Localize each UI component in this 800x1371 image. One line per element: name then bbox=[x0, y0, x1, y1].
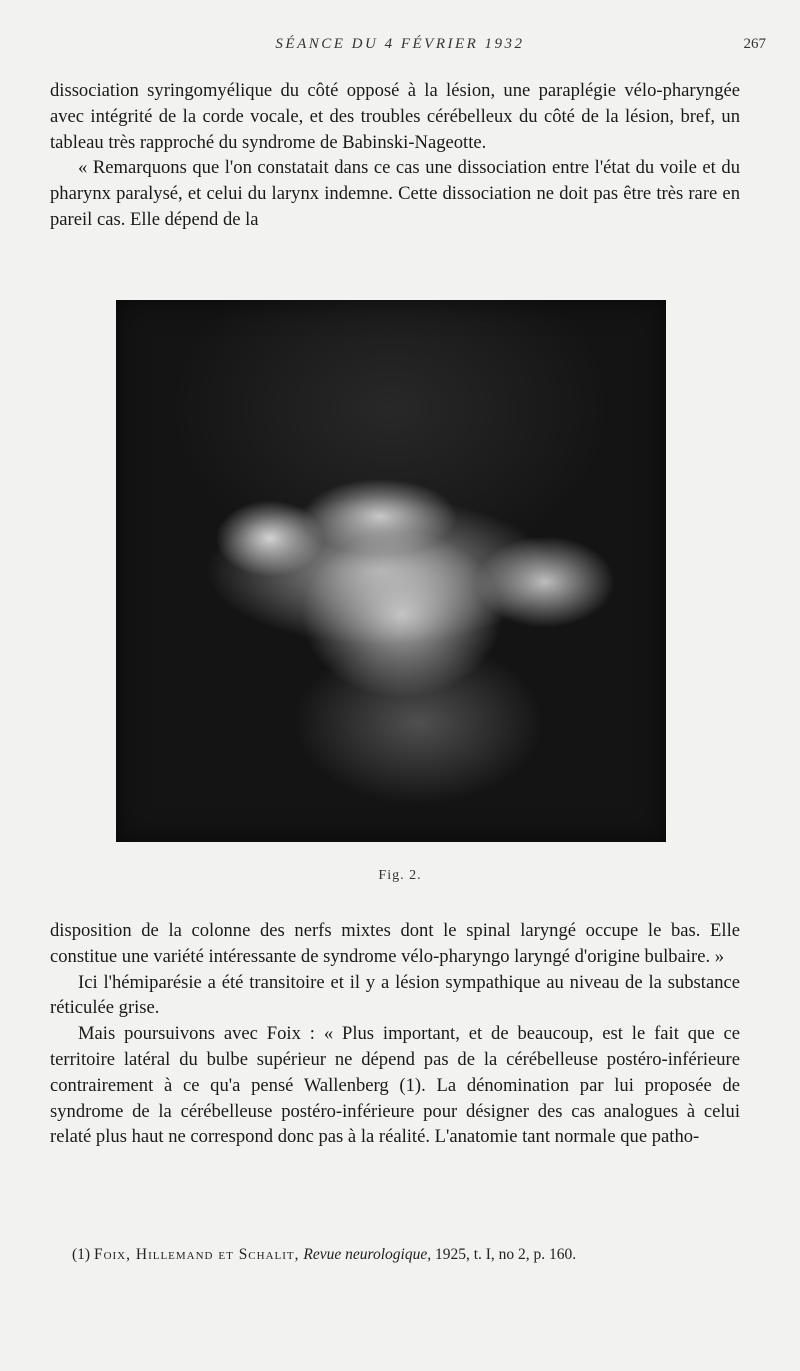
paragraph: « Remarquons que l'on constatait dans ce cas une dissociation entre l'état du voile et du pharynx paralysé, et celui du larynx indemne. Cette dissociation ne doit pas être très rare en pareil cas. Elle dépend de la bbox=[50, 157, 740, 230]
paragraph: Mais poursuivons avec Foix : « Plus important, et de beaucoup, est le fait que ce territoire latéral du bulbe supérieur ne dépend pas de la cérébelleuse postéro-inférieure contrairement à ce qu'a pensé Wallenberg (1). La dénomination par lui proposée de syndrome de la cérébelleuse postéro-inférieure pour désigner des cas analogues à celui relaté plus haut ne correspond donc pas à la réalité. L'anatomie tant normale que patho- bbox=[50, 1023, 740, 1148]
figure-caption: Fig. 2. bbox=[378, 868, 422, 883]
running-head-title: SÉANCE DU 4 FÉVRIER 1932 bbox=[275, 36, 525, 52]
paragraph: disposition de la colonne des nerfs mixtes dont le spinal laryngé occupe le bas. Elle constitue une variété intéressante de syndrome vélo-pharyngo laryngé d'origine bulbaire. » bbox=[50, 920, 740, 967]
footnote-authors: Foix, Hillemand et Schalit, bbox=[93, 1246, 300, 1263]
footnote-journal: Revue neurologique, bbox=[303, 1246, 432, 1263]
text-block-bottom bbox=[50, 918, 740, 1150]
paragraph: Ici l'hémiparésie a été transitoire et il y a lésion sympathique au niveau de la substance réticulée grise. bbox=[50, 971, 740, 1019]
footnote-details: 1925, t. I, no 2, p. 160. bbox=[434, 1246, 577, 1263]
paragraph: dissociation syringomyélique du côté opposé à la lésion, une paraplégie vélo-pharyngée avec intégrité de la corde vocale, et des troubles cérébelleux du côté de la lésion, bref, un tableau très rapproché du syndrome de Babinski-Nageotte. bbox=[50, 80, 740, 153]
text-block-top bbox=[50, 78, 740, 233]
figure-photograph bbox=[116, 300, 666, 842]
footnote-marker: (1) bbox=[72, 1246, 91, 1263]
footnote bbox=[72, 1244, 732, 1266]
page-number: 267 bbox=[743, 36, 766, 52]
running-head bbox=[0, 36, 800, 56]
